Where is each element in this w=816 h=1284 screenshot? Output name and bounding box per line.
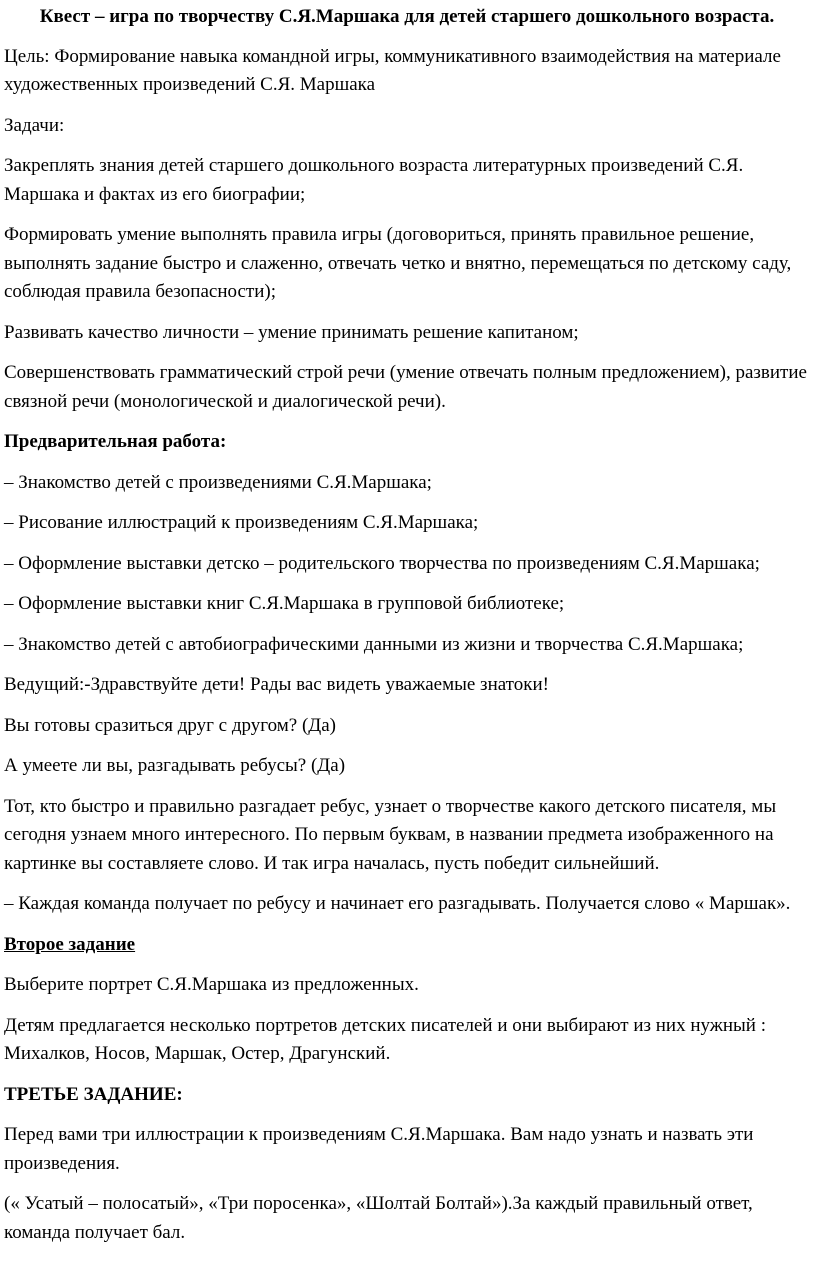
task-item: Формировать умение выполнять правила игры (договориться, принять правильное решение, выполнять задание быстро и слаженно, отвечать четко и внятно, перемещаться по детскому саду, соблюдая правила безопасности); <box>4 224 792 302</box>
prep-item: – Знакомство детей с автобиографическими данными из жизни и творчества С.Я.Маршака; <box>4 633 744 655</box>
prep-item: – Рисование иллюстраций к произведениям С.Я.Маршака; <box>4 512 479 533</box>
prep-label: Предварительная работа: <box>4 431 227 452</box>
tasks-label: Задачи: <box>4 114 65 136</box>
task3-line: (« Усатый – полосатый», «Три поросенка», «Шолтай Болтай»).За каждый правильный ответ, команда получает бал. <box>4 1193 753 1243</box>
task2-heading: Второе задание <box>4 933 136 955</box>
task2-line: Выберите портрет С.Я.Маршака из предложенных. <box>4 974 419 995</box>
prep-item: – Оформление выставки книг С.Я.Маршака в групповой библиотеке; <box>4 593 565 614</box>
task3-line: Перед вами три иллюстрации к произведениям С.Я.Маршака. Вам надо узнать и назвать эти произведения. <box>4 1124 754 1174</box>
task-item: Закреплять знания детей старшего дошкольного возраста литературных произведений С.Я. Маршака и фактах из его биографии; <box>4 155 744 205</box>
task-item: Развивать качество личности – умение принимать решение капитаном; <box>4 321 579 343</box>
host-line: Тот, кто быстро и правильно разгадает ребус, узнает о творчестве какого детского писателя, мы сегодня узнаем много интересного. По первым буквам, в названии предмета изображенного на картинке вы составляете слово. И так игра началась, пусть победит сильнейший. <box>4 795 777 874</box>
prep-item: – Знакомство детей с произведениями С.Я.Маршака; <box>4 471 432 493</box>
host-line: А умеете ли вы, разгадывать ребусы? (Да) <box>4 755 346 776</box>
task3-heading: ТРЕТЬЕ ЗАДАНИЕ: <box>4 1083 183 1105</box>
host-line: Ведущий:-Здравствуйте дети! Рады вас видеть уважаемые знатоки! <box>4 674 549 695</box>
task2-line: Детям предлагается несколько портретов детских писателей и они выбирают из них нужный : Михалков, Носов, Маршак, Остер, Драгунский. <box>4 1014 767 1064</box>
host-line: Вы готовы сразиться друг с другом? (Да) <box>4 714 336 736</box>
host-line: – Каждая команда получает по ребусу и начинает его разгадывать. Получается слово « Маршак». <box>4 893 791 914</box>
document-title: Квест – игра по творчеству С.Я.Маршака для детей старшего дошкольного возраста. <box>39 6 775 27</box>
task-item: Совершенствовать грамматический строй речи (умение отвечать полным предложением), развитие связной речи (монологической и диалогической речи). <box>4 362 807 412</box>
prep-item: – Оформление выставки детско – родительского творчества по произведениям С.Я.Маршака; <box>4 552 760 574</box>
goal-paragraph: Цель: Формирование навыка командной игры, коммуникативного взаимодействия на материале художественных произведений С.Я. Маршака <box>4 45 781 95</box>
